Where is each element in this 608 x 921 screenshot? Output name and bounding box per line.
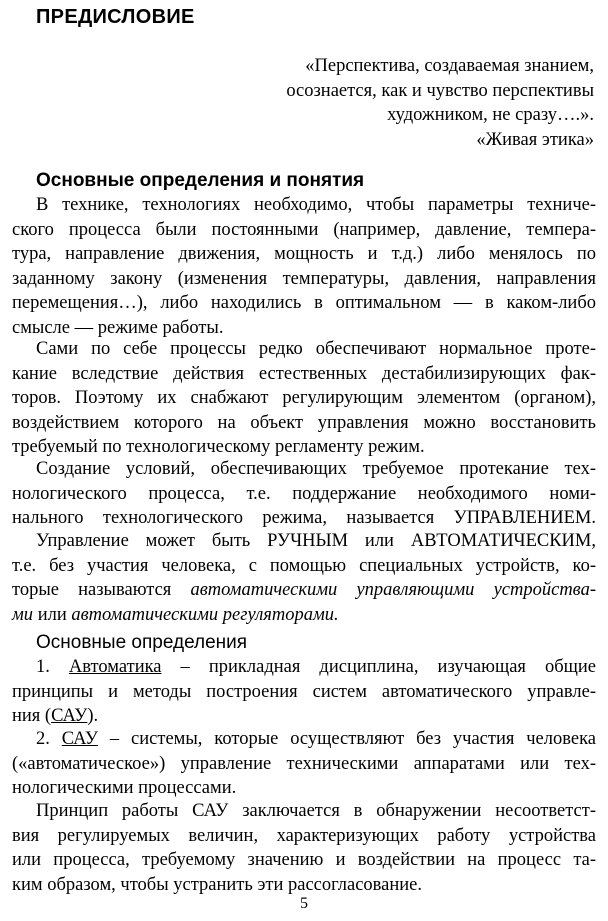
subsection-title: Основные определения: [36, 632, 248, 653]
text-line: [12, 727, 596, 752]
paragraph-3: [12, 457, 596, 531]
text-line: ким образом, чтобы устранить эти рассогласование.: [12, 874, 423, 895]
text-line: [12, 704, 596, 729]
text-line: нологического процесса, т.е. поддержание необходимого номи-: [12, 483, 596, 504]
text-fragment: – системы, которые осуществляют без участия человека: [98, 729, 597, 749]
text-line: торов. Поэтому их снабжают регулирующим элементом (органом),: [12, 388, 596, 409]
text-line: Принцип работы САУ заключается в обнаружении несоответст-: [36, 801, 596, 821]
text-line: перемещения…), либо находились в оптимальном — в каком-либо: [12, 293, 596, 314]
text-line: нологическими процессами.: [12, 778, 237, 799]
text-fragment: ния (: [12, 706, 52, 727]
text-fragment: – прикладная дисциплина, изучающая общие: [161, 657, 596, 677]
epigraph-source: «Живая этика»: [476, 129, 594, 150]
page-number: 5: [300, 895, 308, 912]
text-fragment: торые называются: [12, 580, 191, 601]
definition-number: 1.: [36, 657, 69, 677]
text-line: тура, направление движения, мощность и т.д.) либо менялось по: [12, 244, 596, 265]
definition-2: [12, 727, 596, 801]
text-line: требуемый по технологическому регламенту режим.: [12, 437, 425, 458]
text-line: воздействием которого на объект управления можно восстановить: [12, 412, 596, 433]
italic-term: ми: [12, 604, 34, 625]
definition-1: [12, 655, 596, 729]
text-line: Сами по себе процессы редко обеспечивают нормальное проте-: [36, 339, 596, 359]
text-fragment: или: [33, 604, 72, 625]
text-line: кание вследствие действия естественных дестабилизирующих фак-: [12, 363, 596, 384]
paragraph-4: [12, 529, 596, 627]
epigraph-line: «Перспектива, создаваемая знанием,: [305, 56, 594, 76]
definition-number: 2.: [36, 729, 62, 749]
epigraph-line: осознается, как и чувство перспективы: [286, 80, 594, 101]
text-line: ского процесса были постоянными (например, давление, темпера-: [12, 219, 596, 240]
text-line: или процесса, требуемому значению и воздействии на процесс та-: [12, 850, 596, 871]
text-line: [12, 655, 596, 680]
text-line: смысле — режиме работы.: [12, 317, 224, 338]
text-fragment: ).: [87, 706, 99, 727]
text-line: [12, 603, 596, 628]
paragraph-2: [12, 337, 596, 460]
definition-term: Автоматика: [68, 657, 162, 677]
epigraph: [174, 54, 594, 152]
page-heading: ПРЕДИСЛОВИЕ: [36, 6, 195, 28]
definition-term: САУ: [61, 729, 99, 749]
text-line: Управление может быть РУЧНЫМ или АВТОМАТИЧЕСКИМ,: [36, 531, 596, 551]
text-line: Создание условий, обеспечивающих требуемое протекание тех-: [36, 459, 596, 479]
italic-term: автоматическими управляющими устройства-: [190, 580, 596, 601]
text-line: («автоматическое») управление техническими аппаратами или тех-: [12, 753, 596, 774]
epigraph-line: художником, не сразу….».: [387, 105, 594, 126]
text-line: т.е. без участия человека, с помощью специальных устройств, ко-: [12, 555, 596, 576]
text-line: заданному закону (изменения температуры, давления, направления: [12, 268, 596, 289]
text-line: нального технологического режима, называется УПРАВЛЕНИЕМ.: [12, 508, 596, 529]
paragraph-5: [12, 799, 596, 897]
section-title: Основные определения и понятия: [36, 170, 365, 191]
italic-term: автоматическими регуляторами.: [71, 604, 339, 625]
paragraph-1: [12, 193, 596, 341]
text-line: вия регулируемых величин, характеризующих работу устройства: [12, 825, 596, 846]
abbreviation: САУ: [51, 706, 88, 727]
text-line: [12, 578, 596, 603]
text-line: В технике, технологиях необходимо, чтобы параметры техниче-: [36, 195, 596, 215]
text-line: принципы и методы построения систем автоматического управле-: [12, 681, 596, 702]
